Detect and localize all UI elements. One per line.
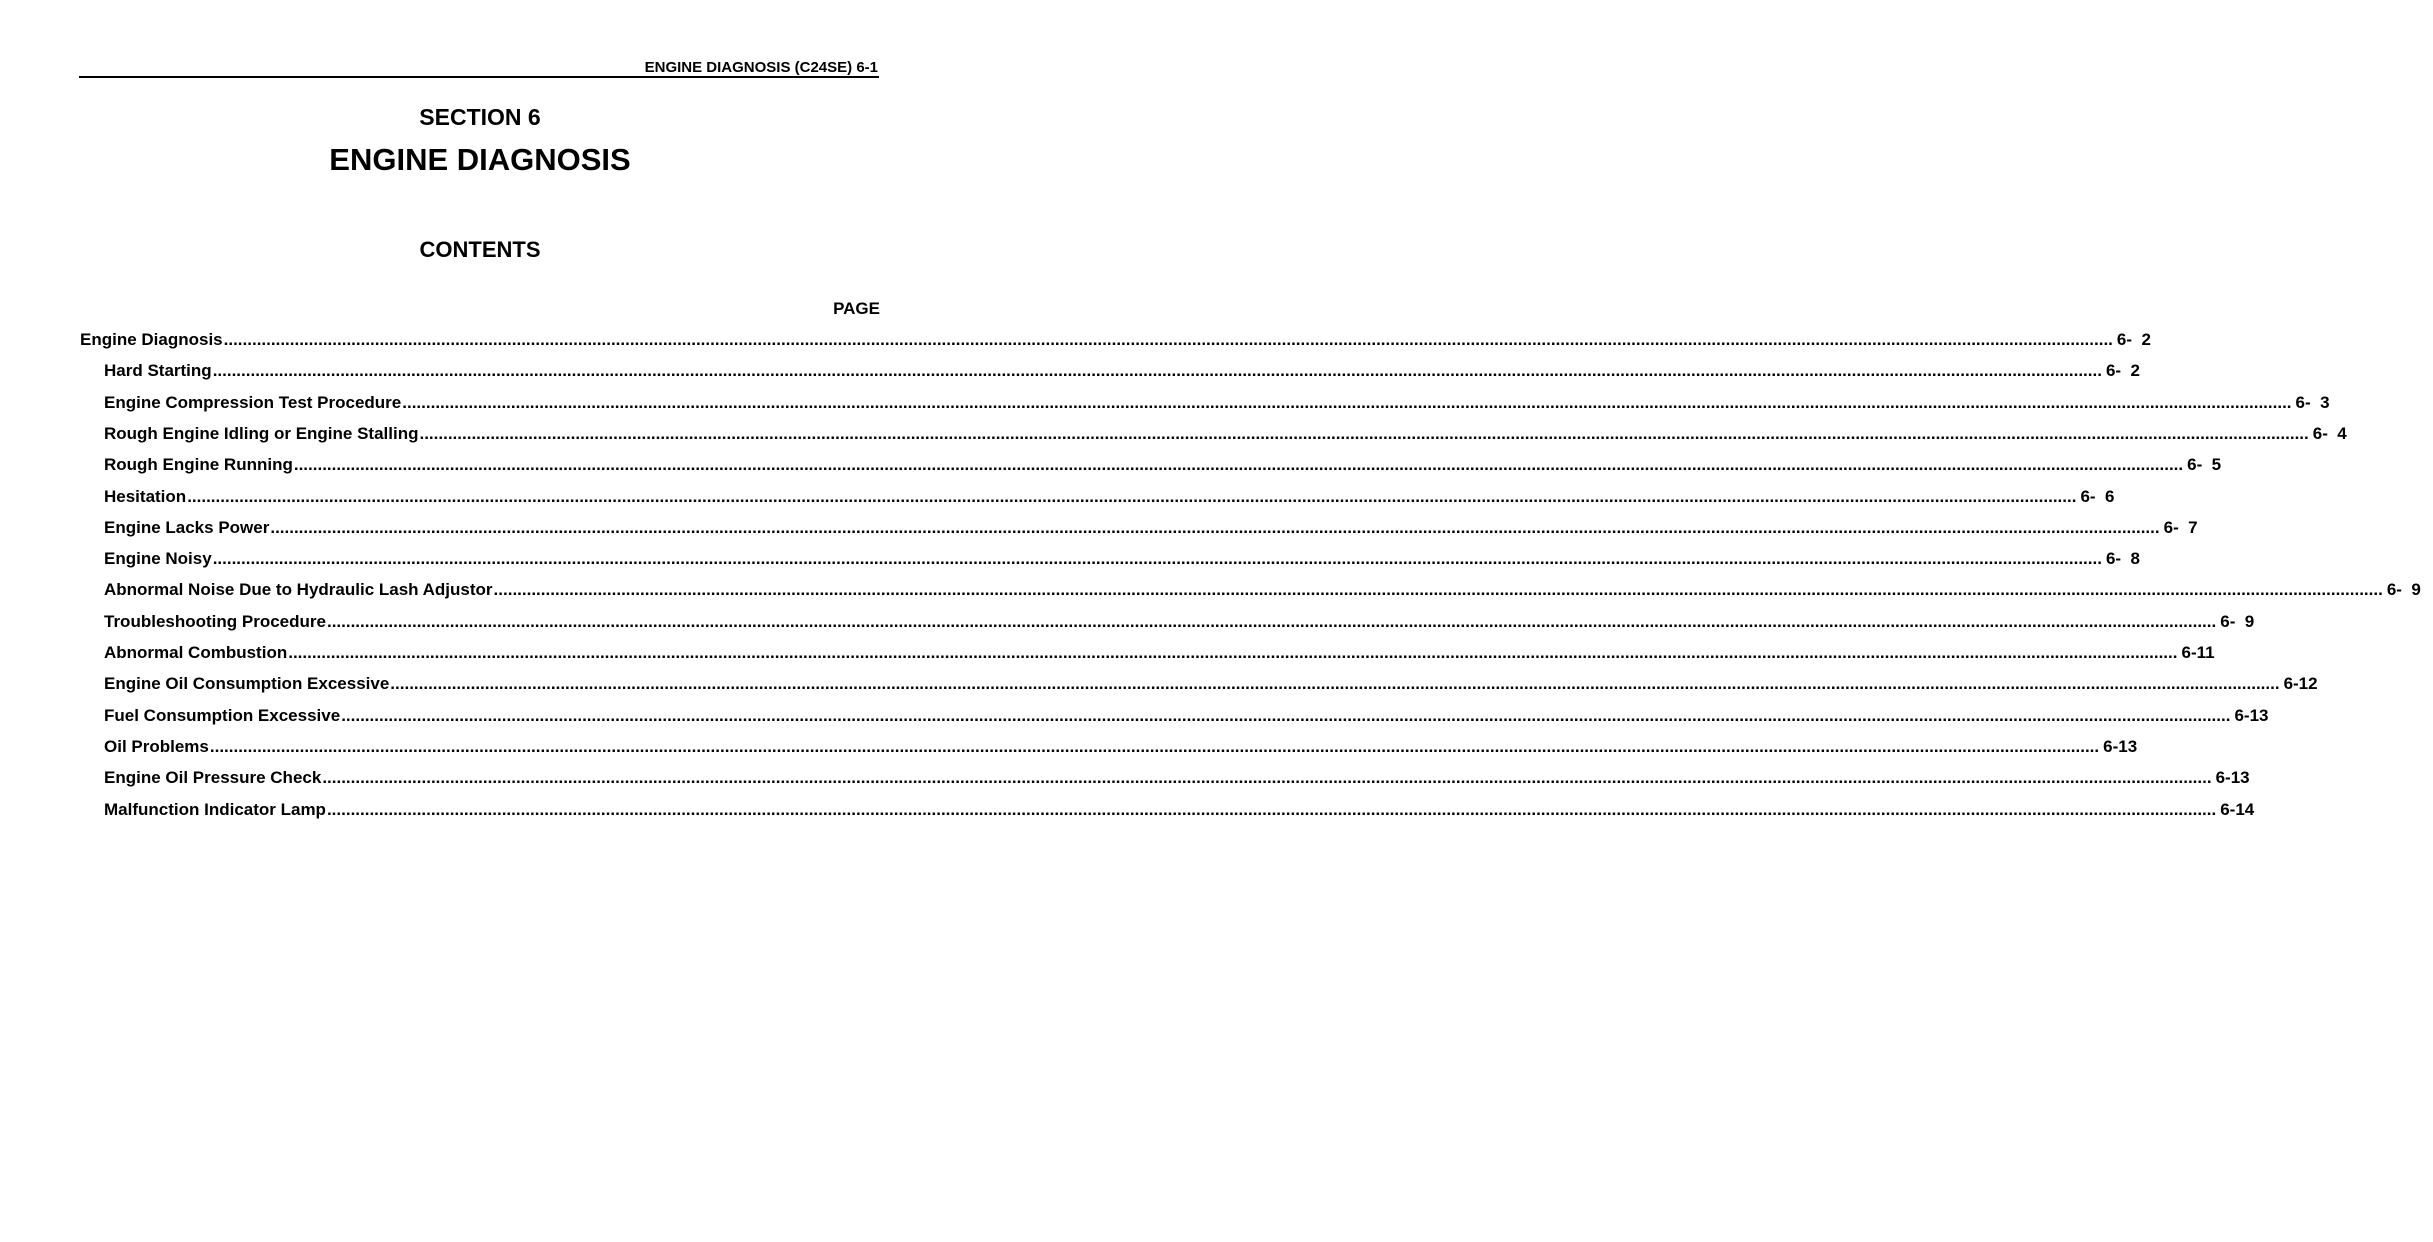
toc-dot-leader: ................................................................................................................................................................................................................................................................................................................................................................................................................ <box>322 768 2212 787</box>
page-column-label: PAGE <box>833 299 880 318</box>
toc-dot-leader: ................................................................................................................................................................................................................................................................................................................................................................................................................ <box>223 330 2113 349</box>
toc-entry-title: Malfunction Indicator Lamp <box>104 800 326 819</box>
toc-entry[interactable] <box>104 580 2421 604</box>
toc-entry[interactable] <box>104 768 2250 792</box>
toc-entry-title: Engine Lacks Power <box>104 518 270 537</box>
toc-entry-page: 6-12 <box>2283 674 2318 693</box>
toc-entry-title: Hesitation <box>104 487 187 506</box>
toc-entry[interactable] <box>104 518 2198 542</box>
toc-dot-leader: ................................................................................................................................................................................................................................................................................................................................................................................................................ <box>293 455 2184 474</box>
toc-entry[interactable] <box>104 361 2140 385</box>
toc-entry-title: Engine Oil Pressure Check <box>104 768 322 787</box>
toc-entry-page: 6- 8 <box>2105 549 2140 568</box>
toc-entry-page: 6-14 <box>2220 800 2255 819</box>
toc-entry-title: Engine Compression Test Procedure <box>104 393 402 412</box>
section-label: SECTION 6 <box>419 104 541 130</box>
toc-entry-title: Fuel Consumption Excessive <box>104 706 341 725</box>
toc-entry[interactable] <box>104 706 2269 730</box>
toc-entry[interactable] <box>104 487 2115 511</box>
toc-entry-page: 6- 5 <box>2187 455 2222 474</box>
toc-entry-title: Troubleshooting Procedure <box>104 612 326 631</box>
toc-dot-leader: ................................................................................................................................................................................................................................................................................................................................................................................................................ <box>326 612 2217 631</box>
toc-entry-page: 6- 9 <box>2220 612 2255 631</box>
toc-dot-leader: ................................................................................................................................................................................................................................................................................................................................................................................................................ <box>288 643 2178 662</box>
toc-entry[interactable] <box>104 737 2138 761</box>
toc-entry-page: 6-13 <box>2234 706 2269 725</box>
toc-entry[interactable] <box>104 424 2347 448</box>
section-title: ENGINE DIAGNOSIS <box>329 142 631 177</box>
toc-dot-leader: ................................................................................................................................................................................................................................................................................................................................................................................................................ <box>270 518 2160 537</box>
toc-entry-page: 6- 3 <box>2295 393 2330 412</box>
toc-dot-leader: ................................................................................................................................................................................................................................................................................................................................................................................................................ <box>493 580 2383 599</box>
toc-dot-leader: ................................................................................................................................................................................................................................................................................................................................................................................................................ <box>402 393 2292 412</box>
toc-entry[interactable] <box>104 549 2140 573</box>
toc-entry-title: Rough Engine Idling or Engine Stalling <box>104 424 419 443</box>
toc-entry-title: Abnormal Noise Due to Hydraulic Lash Adjustor <box>104 580 493 599</box>
toc-dot-leader: ................................................................................................................................................................................................................................................................................................................................................................................................................ <box>390 674 2280 693</box>
toc-entry-page: 6- 9 <box>2386 580 2421 599</box>
toc-dot-leader: ................................................................................................................................................................................................................................................................................................................................................................................................................ <box>212 361 2102 380</box>
toc-dot-leader: ................................................................................................................................................................................................................................................................................................................................................................................................................ <box>212 549 2102 568</box>
toc-dot-leader: ................................................................................................................................................................................................................................................................................................................................................................................................................ <box>209 737 2100 756</box>
running-header: ENGINE DIAGNOSIS (C24SE) 6-1 <box>644 59 878 76</box>
toc-entry-page: 6-13 <box>2215 768 2250 787</box>
toc-entry[interactable] <box>104 455 2222 479</box>
header-rule <box>79 76 879 78</box>
toc-entry-title: Engine Oil Consumption Excessive <box>104 674 390 693</box>
toc-entry-title: Hard Starting <box>104 361 212 380</box>
toc-entry-page: 6- 4 <box>2312 424 2347 443</box>
toc-entry[interactable] <box>104 643 2215 667</box>
toc-entry-page: 6-13 <box>2103 737 2138 756</box>
toc-entry-title: Engine Noisy <box>104 549 212 568</box>
toc-entry[interactable] <box>104 612 2255 636</box>
toc-dot-leader: ................................................................................................................................................................................................................................................................................................................................................................................................................ <box>187 487 2077 506</box>
toc-entry-title: Rough Engine Running <box>104 455 293 474</box>
contents-heading: CONTENTS <box>419 237 541 262</box>
toc-entry-title: Engine Diagnosis <box>80 330 223 349</box>
toc-entry[interactable] <box>104 800 2255 824</box>
toc-entry-page: 6- 7 <box>2163 518 2198 537</box>
toc-entry-page: 6- 2 <box>2105 361 2140 380</box>
toc-entry-title: Oil Problems <box>104 737 209 756</box>
toc-dot-leader: ................................................................................................................................................................................................................................................................................................................................................................................................................ <box>326 800 2217 819</box>
toc-dot-leader: ................................................................................................................................................................................................................................................................................................................................................................................................................ <box>419 424 2309 443</box>
toc-entry-page: 6-11 <box>2181 643 2215 662</box>
toc-entry-page: 6- 2 <box>2116 330 2151 349</box>
toc-entry[interactable] <box>80 330 2151 354</box>
toc-entry[interactable] <box>104 674 2318 698</box>
toc-dot-leader: ................................................................................................................................................................................................................................................................................................................................................................................................................ <box>341 706 2231 725</box>
toc-entry-page: 6- 6 <box>2080 487 2115 506</box>
toc-entry[interactable] <box>104 393 2330 417</box>
toc-entry-title: Abnormal Combustion <box>104 643 288 662</box>
